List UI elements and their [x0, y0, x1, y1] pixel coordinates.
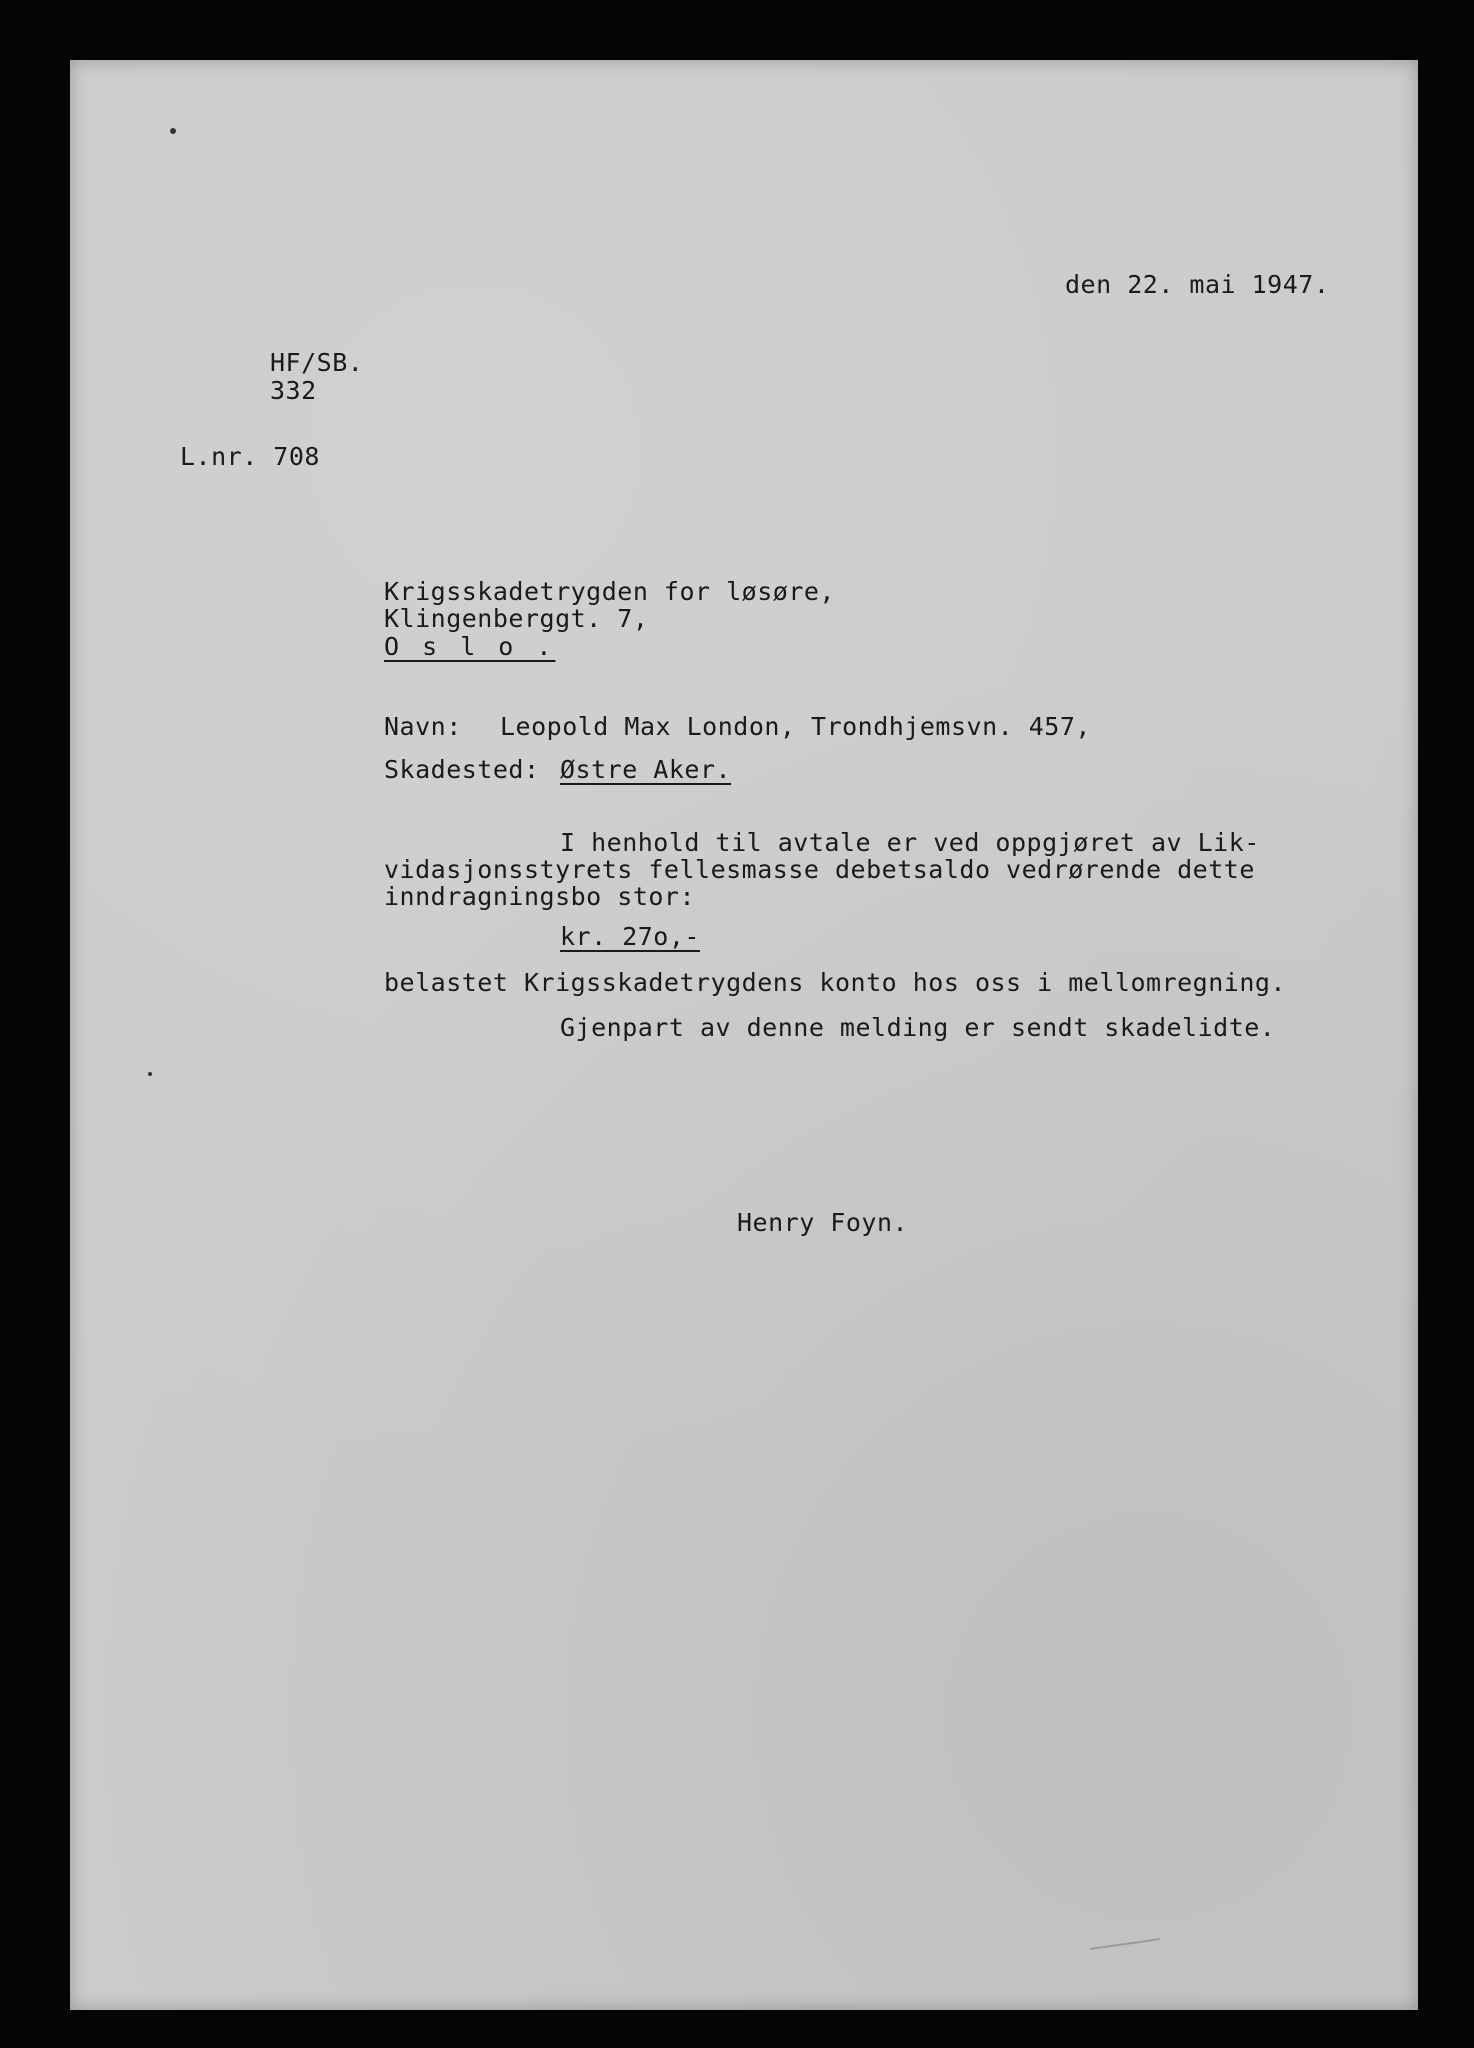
body-line-4: belastet Krigsskadetrygdens konto hos oss i mellomregning.	[384, 968, 1286, 997]
recipient-name: Krigsskadetrygden for løsøre,	[384, 577, 835, 606]
scratch-mark	[1090, 1938, 1160, 1950]
navn-label: Navn:	[384, 712, 462, 741]
navn-value: Leopold Max London, Trondhjemsvn. 457,	[500, 712, 1091, 741]
skadested-value: Østre Aker.	[560, 755, 732, 784]
body-line-2: vidasjonsstyrets fellesmasse debetsaldo vedrørende dette	[384, 855, 1255, 884]
letter-date: den 22. mai 1947.	[1065, 270, 1330, 299]
ink-speck	[148, 1072, 152, 1076]
ink-speck	[170, 128, 176, 134]
recipient-street: Klingenberggt. 7,	[384, 604, 649, 633]
amount: kr. 27o,-	[560, 922, 700, 951]
reference-number: 332	[270, 376, 317, 405]
recipient-city: O s l o .	[384, 632, 556, 661]
signature: Henry Foyn.	[737, 1208, 909, 1237]
journal-number: L.nr. 708	[180, 442, 320, 471]
body-line-5: Gjenpart av denne melding er sendt skadelidte.	[560, 1013, 1276, 1042]
letter-page	[70, 60, 1418, 2010]
skadested-label: Skadested:	[384, 755, 540, 784]
body-line-1: I henhold til avtale er ved oppgjøret av Lik-	[560, 828, 1260, 857]
body-line-3: inndragningsbo stor:	[384, 882, 696, 911]
reference-initials: HF/SB.	[270, 348, 364, 377]
